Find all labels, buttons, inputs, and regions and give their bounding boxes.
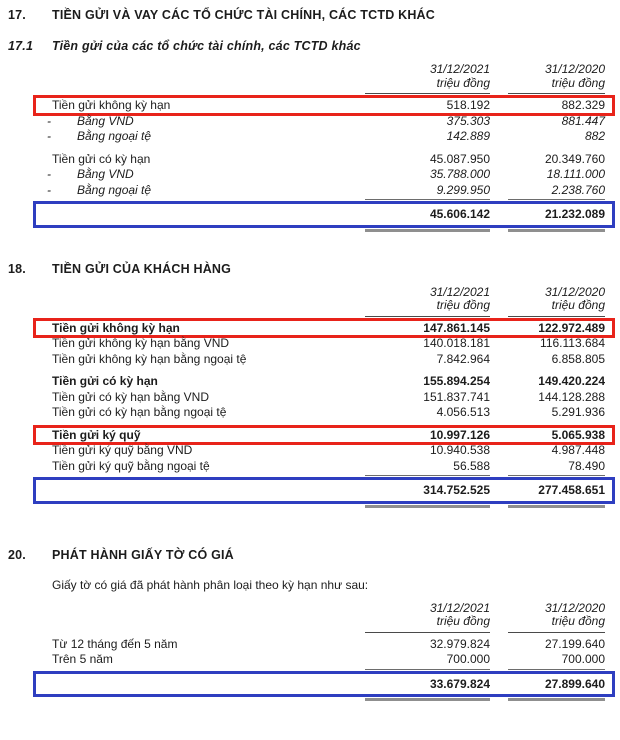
value-2020: 18.111.000	[546, 167, 605, 181]
total-2021: 33.679.824	[429, 676, 490, 691]
column-date: 31/12/2021	[429, 284, 490, 299]
total-2021: 314.752.525	[423, 483, 490, 497]
value-2021: 518.192	[446, 98, 490, 112]
table-row	[52, 459, 605, 477]
value-2020: 6.858.805	[551, 351, 605, 366]
value-2021: 56.588	[365, 459, 490, 477]
row-label: Tiền gửi không kỳ hạn bằng ngoại tệ	[52, 351, 247, 366]
column-unit: triệu đồng	[436, 614, 490, 628]
section-17-heading	[0, 8, 620, 22]
column-header-2021	[365, 63, 490, 94]
section-number: 17.	[8, 8, 26, 22]
value-2020: 78.490	[508, 459, 605, 477]
rule-2021	[365, 505, 490, 508]
value-2020: 882.329	[561, 98, 605, 112]
column-date: 31/12/2021	[429, 62, 490, 76]
value-2021: 700.000	[365, 652, 490, 670]
value-2020: 27.199.640	[544, 636, 605, 651]
row-label: Tiền gửi ký quỹ	[52, 427, 141, 442]
subsection-number: 17.1	[8, 39, 34, 53]
value-2020: 116.113.684	[540, 336, 605, 350]
table-17-1	[0, 63, 620, 232]
row-label: Tiền gửi không kỳ hạn bằng VND	[52, 336, 230, 350]
row-label: Tiền gửi có kỳ hạn bằng VND	[52, 389, 210, 404]
table-body	[52, 633, 605, 702]
dash-bullet: -	[47, 113, 51, 128]
double-rule	[52, 229, 605, 232]
section-title: TIỀN GỬI CỦA KHÁCH HÀNG	[52, 261, 232, 276]
table-row	[52, 374, 605, 390]
value-2021: 4.056.513	[436, 405, 490, 419]
row-label: Tiền gửi ký quỹ bằng VND	[52, 443, 193, 457]
rule-2021	[365, 229, 490, 232]
value-2021: 147.861.145	[423, 320, 490, 335]
section-number: 18.	[8, 261, 26, 276]
subsection-title: Tiền gửi của các tổ chức tài chính, các TCTD khác	[52, 39, 361, 53]
row-label: Từ 12 tháng đến 5 năm	[52, 636, 178, 651]
row-label: Tiền gửi có kỳ hạn	[52, 374, 158, 388]
table-row	[52, 152, 605, 168]
rule-2020	[508, 698, 605, 701]
value-2021: 142.889	[446, 129, 490, 143]
dash-bullet: -	[47, 129, 51, 143]
value-2020: 2.238.760	[508, 183, 605, 201]
section-20-intro: Giấy tờ có giá đã phát hành phân loại theo kỳ hạn như sau:	[52, 577, 369, 592]
section-number: 20.	[8, 547, 26, 562]
column-unit: triệu đồng	[551, 75, 605, 90]
table-20	[0, 602, 620, 702]
row-label: Tiền gửi có kỳ hạn	[52, 151, 151, 166]
table-header-row	[52, 63, 605, 94]
row-label: - Bằng VND	[47, 167, 134, 181]
value-2020: 149.420.224	[538, 374, 605, 388]
value-2020: 144.128.288	[538, 389, 605, 404]
table-row	[47, 129, 605, 145]
value-2021: 7.842.964	[436, 351, 490, 366]
row-label: Tiền gửi ký quỹ bằng ngoại tệ	[52, 458, 210, 473]
value-2020: 5.065.938	[551, 427, 605, 442]
row-label: Tiền gửi có kỳ hạn bằng ngoại tệ	[52, 405, 227, 419]
double-rule	[52, 698, 605, 701]
total-spacer	[52, 207, 347, 223]
table-row	[47, 113, 605, 130]
table-row	[52, 352, 605, 368]
value-2020: 882	[584, 129, 605, 143]
table-row	[52, 443, 605, 459]
total-2020: 21.232.089	[544, 207, 605, 221]
header-spacer	[52, 286, 347, 317]
value-2021: 10.940.538	[429, 443, 490, 457]
total-spacer	[52, 677, 347, 693]
column-date: 31/12/2020	[544, 62, 605, 76]
table-row	[52, 98, 605, 114]
column-date: 31/12/2020	[544, 600, 605, 615]
value-2020: 700.000	[508, 652, 605, 670]
column-header-2020	[508, 602, 605, 633]
table-row	[52, 390, 605, 406]
header-spacer	[52, 63, 347, 94]
section-title: TIỀN GỬI VÀ VAY CÁC TỔ CHỨC TÀI CHÍNH, CÁC TCTD KHÁC	[52, 8, 436, 22]
section-18-heading	[0, 262, 620, 276]
rule-2020	[508, 229, 605, 232]
value-2021: 140.018.181	[423, 336, 490, 350]
total-2020: 277.458.651	[538, 483, 605, 497]
rule-2020	[508, 505, 605, 508]
header-spacer	[52, 602, 347, 633]
total-2021: 45.606.142	[429, 207, 490, 221]
value-2021: 155.894.254	[423, 374, 490, 388]
table-row	[52, 405, 605, 421]
value-2021: 9.299.950	[365, 183, 490, 201]
total-row	[52, 204, 605, 226]
section-title: PHÁT HÀNH GIẤY TỜ CÓ GIÁ	[52, 547, 234, 562]
total-2020: 27.899.640	[544, 676, 605, 691]
value-2020: 4.987.448	[551, 443, 605, 457]
column-header-2021	[365, 286, 490, 317]
row-label: - Bằng ngoại tệ	[47, 129, 152, 143]
row-label: - Bằng VND	[47, 113, 134, 128]
section-17-1-subheading	[0, 39, 620, 53]
table-body	[52, 317, 605, 508]
double-rule	[52, 505, 605, 508]
table-row	[47, 167, 605, 183]
value-2021: 151.837.741	[423, 389, 490, 404]
value-2021: 35.788.000	[429, 167, 490, 181]
section-20-heading	[0, 548, 620, 562]
column-unit: triệu đồng	[436, 75, 490, 90]
value-2021: 10.997.126	[429, 427, 490, 442]
column-date: 31/12/2021	[429, 600, 490, 615]
column-header-2020	[508, 63, 605, 94]
value-2021: 32.979.824	[429, 636, 490, 651]
column-date: 31/12/2020	[544, 284, 605, 299]
column-header-2020	[508, 286, 605, 317]
row-label: Tiền gửi không kỳ hạn	[52, 320, 180, 335]
table-row	[52, 321, 605, 337]
value-2020: 5.291.936	[551, 405, 605, 419]
dash-bullet: -	[47, 167, 51, 181]
value-2020: 20.349.760	[544, 151, 605, 166]
row-label: Trên 5 năm	[52, 652, 113, 666]
table-row	[47, 182, 605, 201]
table-row	[52, 652, 605, 670]
value-2020: 881.447	[561, 113, 605, 128]
table-header-row	[52, 602, 605, 633]
total-row	[52, 674, 605, 696]
value-2021: 375.303	[446, 113, 490, 128]
column-unit: triệu đồng	[551, 614, 605, 628]
table-18	[0, 286, 620, 508]
value-2020: 122.972.489	[538, 320, 605, 335]
value-2021: 45.087.950	[429, 151, 490, 166]
rule-2021	[365, 698, 490, 701]
row-label: Tiền gửi không kỳ hạn	[52, 98, 171, 112]
row-label: - Bằng ngoại tệ	[52, 183, 347, 201]
dash-bullet: -	[47, 182, 51, 197]
table-row	[52, 637, 605, 653]
table-row	[52, 428, 605, 444]
column-unit: triệu đồng	[436, 298, 490, 312]
table-body	[47, 94, 605, 232]
total-row	[52, 480, 605, 502]
table-row	[52, 336, 605, 352]
table-header-row	[52, 286, 605, 317]
total-spacer	[52, 483, 347, 499]
column-header-2021	[365, 602, 490, 633]
column-unit: triệu đồng	[551, 298, 605, 312]
